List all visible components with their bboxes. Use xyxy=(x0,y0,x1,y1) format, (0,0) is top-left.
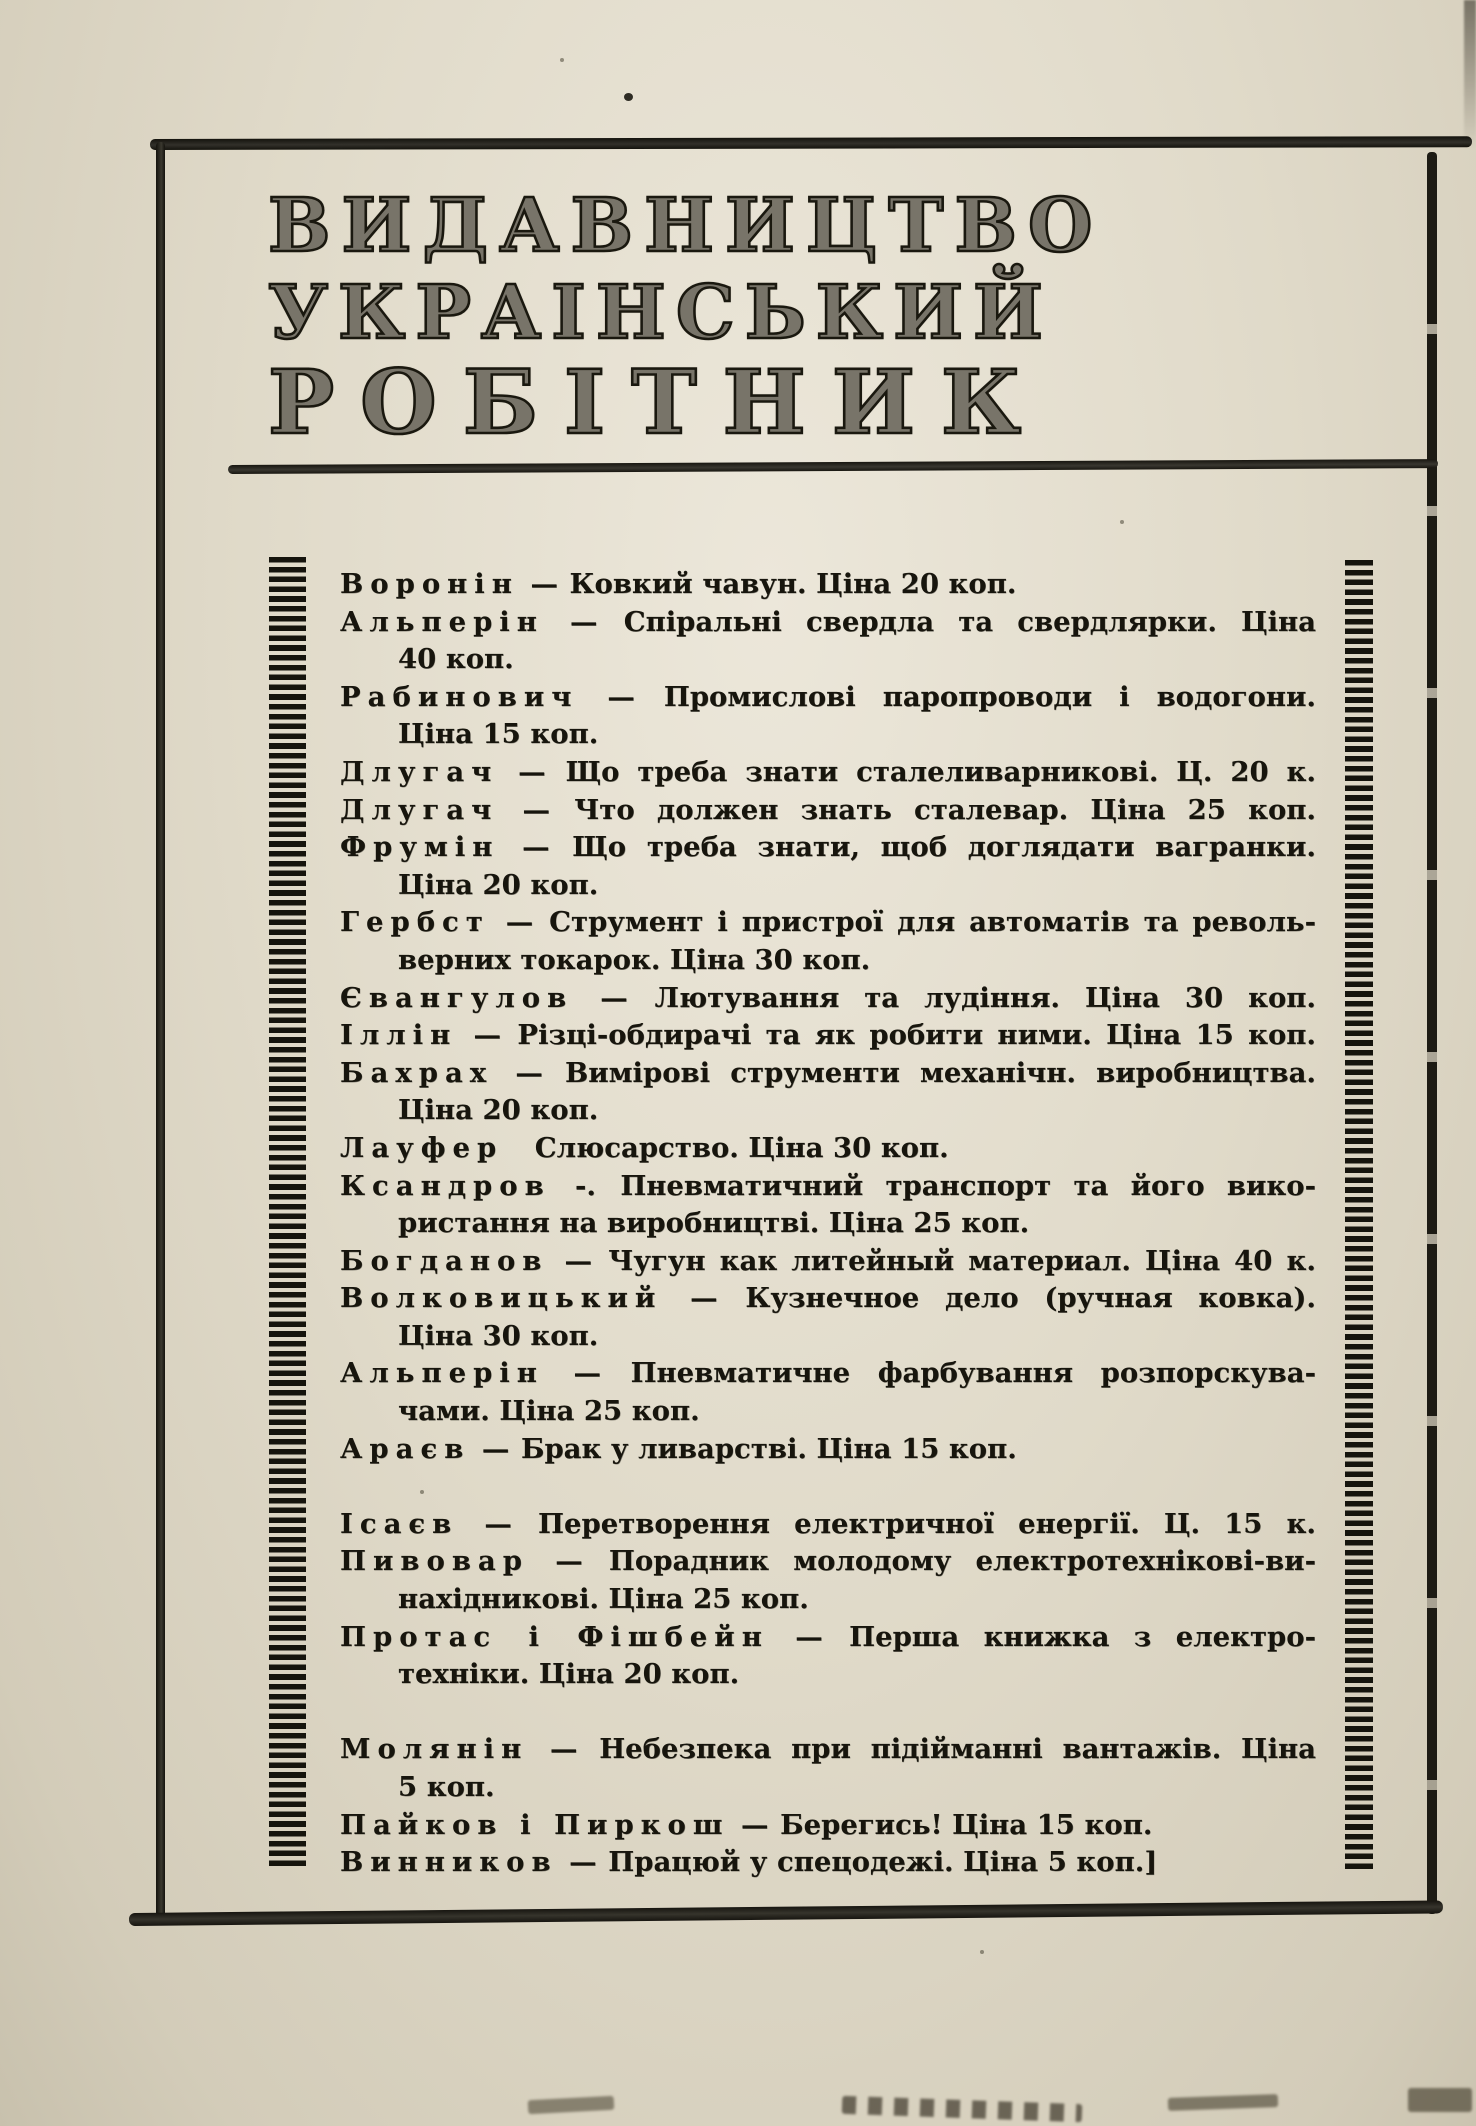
list-item xyxy=(340,1243,1316,1281)
list-item xyxy=(340,1731,1316,1806)
entry-continuation-line: Ціна 20 коп. xyxy=(398,868,599,901)
entry-first-line xyxy=(340,1355,1316,1393)
list-item xyxy=(340,604,1316,679)
entry-text: Что должен знать сталевар. Ціна 25 коп. xyxy=(574,793,1316,826)
entry-separator: — xyxy=(580,680,662,713)
entry-continuation-line: чами. Ціна 25 коп. xyxy=(398,1395,700,1428)
author-name: Воронін xyxy=(340,568,519,600)
header-line-3: РОБІТНИК xyxy=(268,350,1048,454)
list-item xyxy=(340,829,1316,904)
entry-separator: — xyxy=(530,1733,598,1766)
entry-text: Кузнечное дело (ручная ковка). xyxy=(745,1282,1316,1315)
entry-continuation-line: 40 коп. xyxy=(398,643,514,676)
entry-text: Вимірові струменти механічн. виробництва. xyxy=(565,1056,1316,1089)
author-name: Винников xyxy=(340,1846,558,1879)
frame-right-border xyxy=(1427,152,1437,1914)
list-item xyxy=(340,754,1316,792)
author-name: Волковицький xyxy=(340,1282,663,1315)
frame-top-border xyxy=(150,136,1472,150)
entry-text: Різці-обдирачі та як робити ними. Ціна 15 коп. xyxy=(517,1019,1316,1052)
author-name: Бахрах xyxy=(340,1056,494,1089)
entry-text: Перетворення електричної енергії. Ц. 15 к. xyxy=(538,1507,1316,1540)
right-hatch-border xyxy=(1345,560,1373,1872)
entry-separator: — xyxy=(460,1507,536,1540)
entry-first-line xyxy=(340,1130,1316,1168)
entry-first-line xyxy=(340,754,1316,792)
list-item xyxy=(340,1506,1316,1544)
entry-text: Лютування та лудіння. Ціна 30 коп. xyxy=(654,981,1316,1014)
entry-separator: — xyxy=(545,605,622,638)
entry-separator: — xyxy=(530,1545,607,1578)
entry-text: Струмент і пристрої для автоматів та револь- xyxy=(549,906,1316,939)
author-name: Пайков і Пиркош xyxy=(340,1808,730,1841)
list-item xyxy=(340,1543,1316,1618)
scan-edge-shadow xyxy=(1464,0,1476,150)
entry-text: Спіральні свердла та свердлярки. Ціна xyxy=(623,605,1317,638)
entry-text: Перша книжка з електро- xyxy=(849,1620,1316,1653)
entry-continuation-line: Ціна 15 коп. xyxy=(398,718,599,751)
entry-separator: — xyxy=(495,1056,563,1089)
entry-separator: — xyxy=(731,1808,779,1841)
list-item xyxy=(340,1017,1316,1055)
author-name: Протас і Фішбейн xyxy=(340,1620,769,1653)
entry-text: Слюсарство. Ціна 30 коп. xyxy=(534,1131,949,1164)
entry-text: Порадник молодому електротехнікові-ви- xyxy=(608,1545,1316,1578)
author-name: Богданов xyxy=(340,1244,549,1277)
entry-separator: — xyxy=(491,906,548,939)
header-divider-rule xyxy=(228,459,1438,474)
list-item xyxy=(340,1168,1316,1243)
entry-continuation-line: Ціна 30 коп. xyxy=(398,1319,599,1352)
entry-separator: — xyxy=(501,831,571,864)
author-name: Лауфер xyxy=(340,1131,504,1164)
author-name: Гербст xyxy=(340,906,490,939)
entry-continuation-line: верних токарок. Ціна 30 коп. xyxy=(398,943,871,976)
list-item xyxy=(340,1355,1316,1430)
author-name: Фрумін xyxy=(340,831,500,864)
entry-first-line xyxy=(340,679,1316,717)
entry-first-line xyxy=(340,1543,1316,1581)
entry-separator: — xyxy=(520,568,568,600)
entry-first-line xyxy=(340,1280,1316,1318)
entry-separator: — xyxy=(770,1620,848,1653)
entry-text: Брак у ливарстві. Ціна 15 коп. xyxy=(520,1432,1017,1465)
book-list xyxy=(340,566,1316,1882)
list-item xyxy=(340,566,1316,604)
entry-first-line xyxy=(340,1431,1316,1469)
entry-first-line xyxy=(340,1017,1316,1055)
entry-text: Небезпека при підійманні вантажів. Ціна xyxy=(599,1733,1316,1766)
scan-smudge xyxy=(1168,2094,1278,2111)
author-name: Альперін xyxy=(340,1357,544,1390)
paper-speck xyxy=(1120,520,1124,524)
entry-first-line xyxy=(340,1619,1316,1657)
author-name: Рабинович xyxy=(340,680,579,713)
list-item xyxy=(340,904,1316,979)
entry-separator: — xyxy=(545,1357,629,1390)
entry-continuation-line: Ціна 20 коп. xyxy=(398,1094,599,1127)
entry-separator: — xyxy=(575,981,653,1014)
entry-first-line xyxy=(340,1731,1316,1769)
header-line-2: УКРАІНСЬКИЙ xyxy=(268,270,1053,356)
entry-separator xyxy=(503,1132,535,1164)
paper-speck xyxy=(560,58,564,62)
list-item xyxy=(340,1844,1316,1882)
author-name: Євангулов xyxy=(340,981,574,1014)
entry-first-line xyxy=(340,1055,1316,1093)
entry-first-line xyxy=(340,1807,1316,1845)
entry-separator: — xyxy=(459,1019,516,1052)
entry-text: Працюй у спецодежі. Ціна 5 коп.] xyxy=(608,1846,1158,1879)
entry-first-line xyxy=(340,1506,1316,1544)
entry-text: Промислові паропроводи і водогони. xyxy=(663,680,1316,713)
list-item xyxy=(340,1130,1316,1168)
entry-first-line xyxy=(340,566,1316,604)
entry-separator: -. xyxy=(552,1169,619,1202)
entry-separator: — xyxy=(664,1282,744,1315)
entry-first-line xyxy=(340,829,1316,867)
author-name: Альперін xyxy=(340,605,544,638)
author-name: Молянін xyxy=(340,1733,529,1766)
scan-smudge xyxy=(842,2096,1082,2122)
entry-continuation-line: техніки. Ціна 20 коп. xyxy=(398,1658,740,1691)
list-item xyxy=(340,1807,1316,1845)
frame-bottom-border xyxy=(129,1900,1443,1926)
entry-text: Пневматичне фарбування розпорскува- xyxy=(630,1357,1316,1390)
scan-smudge xyxy=(1408,2088,1472,2112)
entry-separator: — xyxy=(500,793,573,826)
author-name: Ксандров xyxy=(340,1169,551,1202)
entry-first-line xyxy=(340,980,1316,1018)
entry-continuation-line: ристання на виробництві. Ціна 25 коп. xyxy=(398,1207,1030,1240)
list-item xyxy=(340,792,1316,830)
list-item xyxy=(340,1055,1316,1130)
author-name: Араєв xyxy=(340,1432,471,1465)
frame-left-border xyxy=(156,142,165,1924)
entry-separator: — xyxy=(559,1846,607,1879)
list-item xyxy=(340,1431,1316,1469)
author-name: Іллін xyxy=(340,1019,458,1052)
entry-separator: — xyxy=(472,1432,519,1465)
author-name: Длугач xyxy=(340,755,499,788)
entry-first-line xyxy=(340,1243,1316,1281)
list-item xyxy=(340,1280,1316,1355)
entry-text: Чугун как литейный материал. Ціна 40 к. xyxy=(608,1244,1316,1277)
entry-separator: — xyxy=(550,1244,607,1277)
author-name: Длугач xyxy=(340,793,499,826)
entry-first-line xyxy=(340,792,1316,830)
entry-separator: — xyxy=(500,755,564,788)
entry-text: Ковкий чавун. Ціна 20 коп. xyxy=(569,568,1017,600)
list-item xyxy=(340,679,1316,754)
entry-text: Що треба знати, щоб доглядати вагранки. xyxy=(572,831,1316,864)
header-line-1: ВИДАВНИЦТВО xyxy=(268,183,1104,269)
list-item xyxy=(340,1619,1316,1694)
entry-first-line xyxy=(340,604,1316,642)
paper-speck xyxy=(980,1950,984,1954)
left-hatch-border xyxy=(269,557,306,1869)
entry-first-line xyxy=(340,1844,1316,1882)
list-item xyxy=(340,980,1316,1018)
scan-smudge xyxy=(528,2096,615,2114)
entry-continuation-line: нахідникові. Ціна 25 коп. xyxy=(398,1583,809,1616)
entry-text: Пневматичний транспорт та його вико- xyxy=(620,1169,1316,1202)
entry-first-line xyxy=(340,904,1316,942)
author-name: Пивовар xyxy=(340,1545,529,1578)
entry-text: Що треба знати сталеливарникові. Ц. 20 к. xyxy=(565,755,1316,788)
entry-first-line xyxy=(340,1168,1316,1206)
ink-dot-artifact xyxy=(624,93,633,101)
entry-text: Берегись! Ціна 15 коп. xyxy=(780,1808,1153,1841)
author-name: Ісаєв xyxy=(340,1507,459,1540)
entry-continuation-line: 5 коп. xyxy=(398,1771,495,1803)
